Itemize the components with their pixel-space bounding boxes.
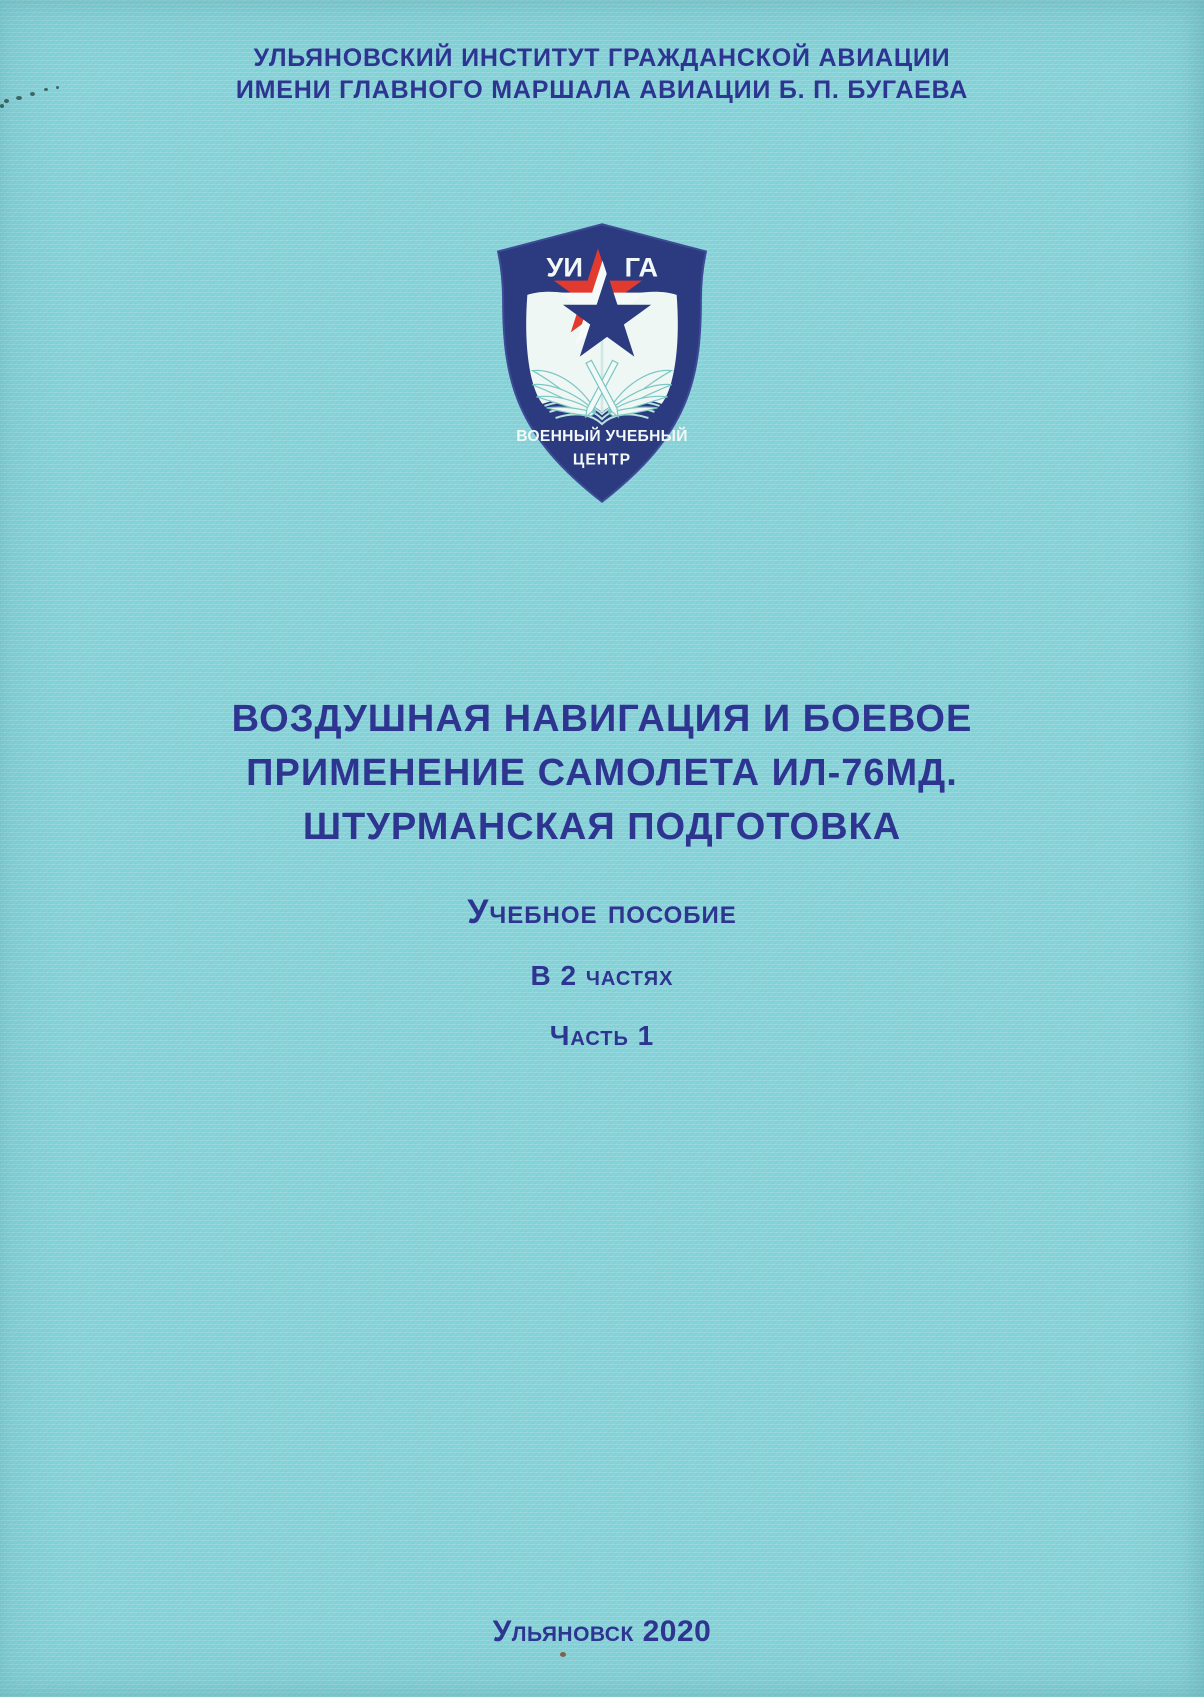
- shield-emblem-icon: [490, 221, 714, 504]
- imprint-city-year: Ульяновск 2020: [492, 1615, 712, 1648]
- emblem-label-line2: ЦЕНТР: [572, 451, 632, 469]
- institute-name-line2: ИМЕНИ ГЛАВНОГО МАРШАЛА АВИАЦИИ Б. П. БУГАЕВА: [235, 76, 969, 104]
- book-title-line2: ПРИМЕНЕНИЕ САМОЛЕТА ИЛ-76МД.: [246, 752, 958, 794]
- book-title-line3: ШТУРМАНСКАЯ ПОДГОТОВКА: [302, 806, 902, 848]
- emblem-abbr-right: ГА: [624, 251, 659, 283]
- scan-speck: [560, 1652, 566, 1657]
- edition-type-label: Учебное пособие: [467, 893, 737, 931]
- military-training-center-emblem: [490, 221, 714, 504]
- book-title-line1: ВОЗДУШНАЯ НАВИГАЦИЯ И БОЕВОЕ: [231, 698, 973, 740]
- emblem-label-line1: ВОЕННЫЙ УЧЕБНЫЙ: [516, 428, 688, 446]
- book-title: [0, 692, 1204, 854]
- edition-parts-label: В 2 частях: [530, 960, 674, 991]
- edition-part-label: Часть 1: [549, 1020, 655, 1051]
- institute-header: [0, 42, 1204, 106]
- emblem-abbr-left: УИ: [546, 251, 583, 283]
- institute-name-line1: УЛЬЯНОВСКИЙ ИНСТИТУТ ГРАЖДАНСКОЙ АВИАЦИИ: [253, 44, 951, 72]
